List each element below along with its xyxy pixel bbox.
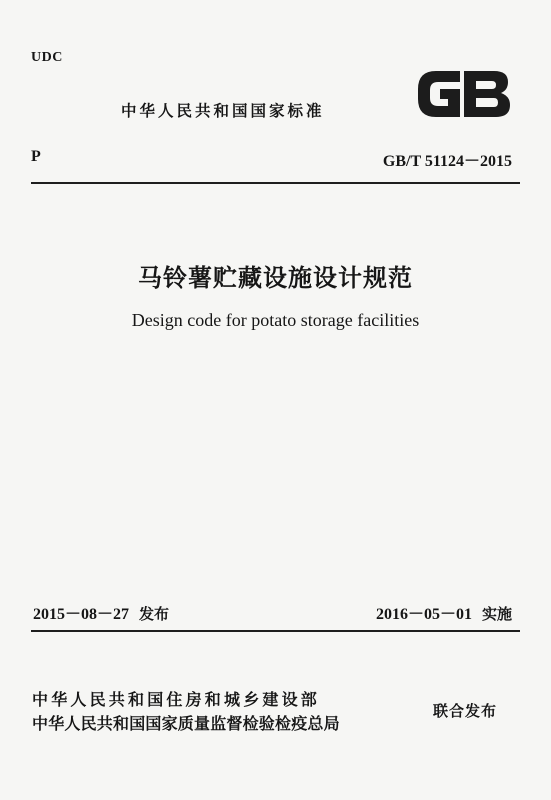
issue-label: 发布: [139, 605, 170, 623]
issue-date: 2015－08－27: [33, 606, 130, 623]
udc-label: UDC: [31, 50, 63, 65]
title-chinese: 马铃薯贮藏设施设计规范: [138, 263, 413, 292]
effective-date: 2016－05－01: [375, 606, 472, 623]
gb-logo-g: [418, 71, 460, 117]
standard-number: GB/T 51124－2015: [382, 153, 512, 170]
gb-logo-b: [464, 71, 510, 117]
publisher-line-2: 中华人民共和国国家质量监督检验检疫总局: [32, 714, 340, 733]
publisher-line-1: 中华人民共和国住房和城乡建设部: [32, 690, 321, 709]
title-english: Design code for potato storage facilities: [131, 310, 420, 330]
effective-date-block: [376, 601, 512, 624]
gb-logo: [416, 69, 512, 119]
joint-publish-label: 联合发布: [433, 702, 498, 720]
effective-label: 实施: [481, 605, 512, 623]
top-rule: [31, 182, 520, 184]
issue-date-block: [33, 601, 169, 624]
bottom-rule: [31, 630, 520, 632]
national-standard-heading: 中华人民共和国国家标准: [121, 102, 325, 120]
category-code: P: [31, 148, 41, 165]
